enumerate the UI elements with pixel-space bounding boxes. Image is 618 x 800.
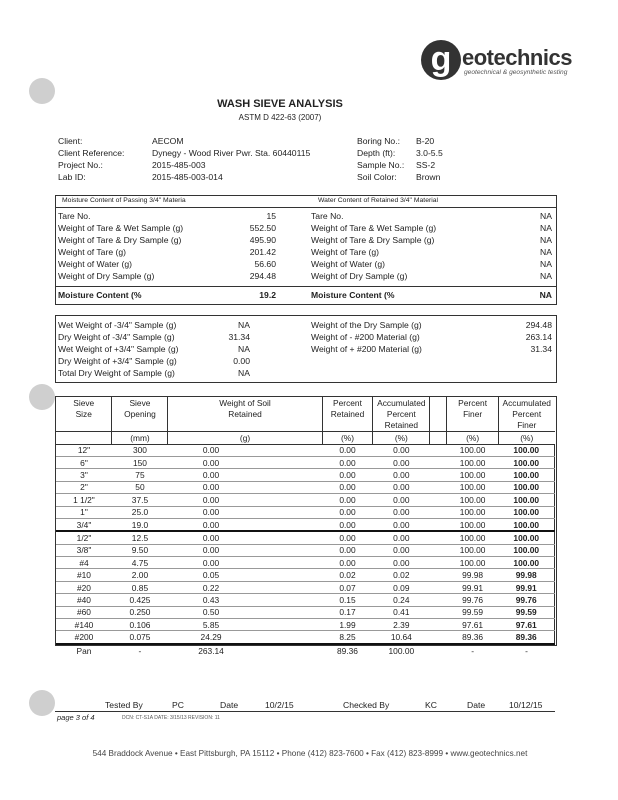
sieve-cell: 0.24 [373, 594, 430, 606]
sieve-cell: 150 [112, 456, 168, 468]
info-label: Project No.: [58, 160, 103, 170]
sieve-cell [430, 581, 447, 593]
sieve-header-cell: Percent [322, 397, 373, 408]
sieve-header-cell: Retained [322, 408, 373, 419]
sieve-cell [430, 557, 447, 569]
sieve-row [56, 557, 555, 569]
sieve-cell: 0.00 [322, 506, 373, 518]
moisture-row-value: 294.48 [249, 271, 276, 281]
sieve-cell: 0.17 [322, 606, 373, 618]
sieve-cell [430, 606, 447, 618]
sieve-unit-cell: (%) [322, 432, 373, 444]
sieve-cell: 2" [56, 481, 112, 493]
weight-row-label: Wet Weight of -3/4" Sample (g) [58, 320, 177, 330]
sieve-cell [430, 531, 447, 544]
sieve-cell: 0.02 [322, 569, 373, 581]
moisture-left-header: Moisture Content of Passing 3/4" Materia [62, 197, 186, 204]
sieve-cell: 2.00 [112, 569, 168, 581]
sieve-cell [430, 569, 447, 581]
moisture-header-divider [56, 207, 556, 208]
sieve-cell: 0.41 [373, 606, 430, 618]
sieve-cell: #20 [56, 581, 112, 593]
sieve-cell: 99.76 [498, 594, 554, 606]
sieve-cell: 0.00 [168, 506, 322, 518]
sieve-cell: 3/8" [56, 544, 112, 556]
sieve-cell: #140 [56, 619, 112, 631]
sieve-cell: 12" [56, 444, 112, 456]
weight-row-label: Dry Weight of +3/4" Sample (g) [58, 356, 177, 366]
info-value: Dynegy - Wood River Pwr. Sta. 60440115 [152, 148, 311, 158]
sieve-header-row [56, 420, 555, 432]
checked-by-value: KC [425, 700, 437, 710]
sieve-header-cell [56, 420, 112, 432]
sieve-cell [430, 469, 447, 481]
sieve-header-cell: Retained [373, 420, 430, 432]
moisture-row-value: NA [540, 211, 552, 221]
sieve-table [56, 397, 555, 656]
sieve-cell: #4 [56, 557, 112, 569]
sieve-cell: 0.50 [168, 606, 322, 618]
info-value: 2015-485-003 [152, 160, 206, 170]
sieve-cell: 1/2" [56, 531, 112, 544]
sieve-cell: 0.425 [112, 594, 168, 606]
weight-row-label: Weight of - #200 Material (g) [311, 332, 420, 342]
sieve-unit-cell: (mm) [112, 432, 168, 444]
moisture-left-total-value: 19.2 [259, 290, 276, 300]
sieve-cell: 0.00 [373, 506, 430, 518]
sieve-cell: 0.00 [322, 444, 373, 456]
sieve-cell [430, 544, 447, 556]
moisture-left-total-label: Moisture Content (% [58, 290, 142, 300]
sieve-header-cell [322, 420, 373, 432]
test-date-label: Date [220, 700, 239, 710]
sieve-cell [430, 456, 447, 468]
info-label: Client Reference: [58, 148, 125, 158]
sieve-pan-cell [430, 644, 447, 656]
logo-mark: g [421, 40, 461, 80]
sieve-cell: 8.25 [322, 631, 373, 644]
sieve-cell: 0.85 [112, 581, 168, 593]
sieve-header-cell [112, 420, 168, 432]
weight-row-value: 31.34 [228, 332, 250, 342]
sieve-header-cell: Percent [447, 397, 499, 408]
moisture-right-total-label: Moisture Content (% [311, 290, 395, 300]
sieve-header-row [56, 397, 555, 408]
weight-row-label: Total Dry Weight of Sample (g) [58, 368, 175, 378]
sieve-cell: 0.00 [322, 557, 373, 569]
sieve-row [56, 569, 555, 581]
sieve-cell: 50 [112, 481, 168, 493]
sieve-cell: 0.00 [168, 557, 322, 569]
sieve-cell: 0.00 [322, 518, 373, 531]
sieve-cell: 0.00 [373, 469, 430, 481]
sieve-cell: 100.00 [498, 557, 554, 569]
sieve-cell: #40 [56, 594, 112, 606]
sieve-cell: 99.98 [498, 569, 554, 581]
sieve-cell [430, 594, 447, 606]
moisture-row-value: NA [540, 247, 552, 257]
sieve-unit-cell: (%) [498, 432, 554, 444]
sieve-header-cell: Accumulated [502, 397, 551, 408]
sieve-row [56, 606, 555, 618]
sieve-header-cell: Percent [512, 409, 542, 420]
info-label: Soil Color: [357, 172, 397, 182]
sieve-cell: 0.00 [322, 481, 373, 493]
sieve-pan-cell: 263.14 [198, 645, 224, 656]
moisture-row-label: Tare No. [311, 211, 344, 221]
sieve-cell [430, 494, 447, 506]
sieve-cell: 0.075 [112, 631, 168, 644]
moisture-right-total-value: NA [539, 290, 552, 300]
sieve-header-cell: Weight of Soil [168, 397, 322, 408]
weight-row-value: 0.00 [233, 356, 250, 366]
sieve-cell: 4.75 [112, 557, 168, 569]
sieve-cell: 0.07 [322, 581, 373, 593]
checked-by-label: Checked By [343, 700, 390, 710]
moisture-row-label: Weight of Tare & Wet Sample (g) [58, 223, 184, 233]
sieve-cell: 100.00 [498, 481, 554, 493]
sieve-cell: 0.02 [373, 569, 430, 581]
moisture-content-box [55, 195, 557, 305]
company-address: 544 Braddock Avenue • East Pittsburgh, PA 15112 • Phone (412) 823-7600 • Fax (412) 823-8999 • www.geotechnics.net [92, 749, 528, 758]
sieve-cell: 1.99 [322, 619, 373, 631]
moisture-row-label: Weight of Tare (g) [58, 247, 126, 257]
moisture-row-label: Weight of Dry Sample (g) [58, 271, 155, 281]
sieve-row [56, 456, 555, 468]
check-date-label: Date [467, 700, 486, 710]
sieve-header-cell: Retained [168, 408, 322, 419]
moisture-row-label: Weight of Tare & Dry Sample (g) [58, 235, 182, 245]
sieve-cell: 0.00 [168, 544, 322, 556]
sieve-cell: 10.64 [373, 631, 430, 644]
sieve-cell: 100.00 [447, 531, 499, 544]
moisture-row-label: Tare No. [58, 211, 91, 221]
sieve-cell: 12.5 [112, 531, 168, 544]
sieve-cell: 100.00 [447, 544, 499, 556]
footer-signature-line [55, 711, 555, 712]
page-number: page 3 of 4 [57, 713, 95, 722]
sieve-cell [430, 619, 447, 631]
sieve-cell: 24.29 [168, 631, 322, 644]
sieve-row [56, 444, 555, 456]
sieve-cell: 89.36 [447, 631, 499, 644]
sieve-cell: 99.98 [447, 569, 499, 581]
sieve-header-cell: Finer [517, 420, 537, 431]
sieve-pan-cell: - [471, 645, 474, 656]
sieve-cell: 0.00 [373, 456, 430, 468]
sieve-units-row [56, 432, 555, 444]
sieve-cell: 99.59 [447, 606, 499, 618]
sieve-cell: 100.00 [447, 456, 499, 468]
sieve-cell: 100.00 [498, 469, 554, 481]
sieve-cell: 0.00 [322, 456, 373, 468]
sieve-cell: 100.00 [498, 518, 554, 531]
sieve-header-cell [447, 420, 499, 432]
sieve-pan-cell: Pan [76, 645, 92, 656]
sieve-cell: 6" [56, 456, 112, 468]
tested-by-value: PC [172, 700, 184, 710]
sieve-cell: 0.00 [373, 544, 430, 556]
moisture-row-value: 495.90 [249, 235, 276, 245]
sieve-header-cell [168, 420, 322, 432]
info-label: Depth (ft): [357, 148, 396, 158]
sieve-cell: #200 [56, 631, 112, 644]
sieve-cell: 2.39 [373, 619, 430, 631]
sieve-cell: 0.00 [373, 557, 430, 569]
weight-row-label: Weight of + #200 Material (g) [311, 344, 422, 354]
weight-row-value: NA [238, 344, 250, 354]
logo-tagline: geotechnical & geosynthetic testing [464, 69, 568, 76]
sieve-unit-cell: (g) [168, 432, 322, 444]
sieve-pan-cell: - [525, 645, 528, 656]
sieve-cell [430, 481, 447, 493]
moisture-row-label: Weight of Water (g) [58, 259, 133, 269]
sieve-cell: 0.00 [322, 469, 373, 481]
sieve-cell: 0.00 [373, 444, 430, 456]
sieve-unit-cell [56, 432, 112, 444]
weight-row-value: NA [238, 368, 250, 378]
sieve-row [56, 494, 555, 506]
weight-row-value: 263.14 [525, 332, 552, 342]
sieve-cell: 0.00 [373, 518, 430, 531]
sieve-pan-cell: - [138, 645, 142, 656]
sieve-cell: 100.00 [498, 531, 554, 544]
check-date-value: 10/12/15 [509, 700, 543, 710]
sieve-cell: 0.00 [168, 481, 322, 493]
sieve-cell: 99.76 [447, 594, 499, 606]
sieve-cell: 99.59 [498, 606, 554, 618]
weight-row-label: Wet Weight of +3/4" Sample (g) [58, 344, 179, 354]
sieve-cell: 100.00 [447, 506, 499, 518]
sieve-cell: 99.91 [447, 581, 499, 593]
sieve-cell: 100.00 [447, 444, 499, 456]
sieve-cell [430, 444, 447, 456]
sieve-header-cell [430, 397, 447, 408]
moisture-row-value: 56.60 [254, 259, 276, 269]
sieve-header-cell [430, 420, 447, 432]
sieve-cell: 0.00 [322, 544, 373, 556]
sieve-cell: 0.00 [373, 481, 430, 493]
sieve-cell: 100.00 [447, 494, 499, 506]
moisture-row-label: Weight of Water (g) [311, 259, 386, 269]
sieve-cell: 97.61 [447, 619, 499, 631]
sieve-pan-row [56, 644, 555, 656]
sieve-pan-cell: 89.36 [336, 645, 358, 656]
sieve-header-cell: Sieve [56, 397, 112, 408]
sieve-cell: 0.00 [168, 518, 322, 531]
binder-hole-middle [29, 384, 55, 410]
sieve-header-cell: Finer [447, 408, 499, 419]
sieve-cell [430, 631, 447, 644]
sieve-row [56, 481, 555, 493]
test-date-value: 10/2/15 [265, 700, 294, 710]
info-label: Sample No.: [357, 160, 405, 170]
sieve-cell: 89.36 [498, 631, 554, 644]
info-label: Boring No.: [357, 136, 400, 146]
info-label: Lab ID: [58, 172, 86, 182]
sieve-cell: 0.00 [168, 444, 322, 456]
standard-reference: ASTM D 422-63 (2007) [238, 113, 322, 122]
sieve-cell: 0.00 [322, 531, 373, 544]
moisture-row-label: Weight of Tare (g) [311, 247, 379, 257]
weight-row-label: Weight of the Dry Sample (g) [311, 320, 422, 330]
sieve-header-cell: Size [56, 408, 112, 419]
sieve-cell: #10 [56, 569, 112, 581]
moisture-row-value: NA [540, 223, 552, 233]
sieve-unit-cell: (%) [447, 432, 499, 444]
sieve-row [56, 581, 555, 593]
sieve-cell: 0.43 [168, 594, 322, 606]
sieve-cell: 1" [56, 506, 112, 518]
sieve-cell: 19.0 [112, 518, 168, 531]
info-value: 3.0-5.5 [416, 148, 443, 158]
logo-name: eotechnics [462, 45, 572, 70]
sieve-cell: 100.00 [498, 456, 554, 468]
sieve-cell: 0.22 [168, 581, 322, 593]
sieve-cell: 100.00 [447, 481, 499, 493]
sieve-cell: 0.15 [322, 594, 373, 606]
info-value: 2015-485-003-014 [152, 172, 223, 182]
sieve-cell: 97.61 [498, 619, 554, 631]
sieve-cell: 0.00 [168, 531, 322, 544]
sieve-cell: 1 1/2" [56, 494, 112, 506]
weight-row-value: 294.48 [525, 320, 552, 330]
info-value: Brown [416, 172, 441, 182]
moisture-row-value: NA [540, 259, 552, 269]
sieve-cell: 100.00 [498, 494, 554, 506]
sieve-header-cell [430, 408, 447, 419]
sieve-cell: 5.85 [168, 619, 322, 631]
sieve-row [56, 506, 555, 518]
sieve-cell: 100.00 [498, 444, 554, 456]
moisture-row-value: 15 [266, 211, 276, 221]
sieve-header-cell: Percent [373, 408, 430, 419]
sieve-cell: 0.00 [322, 494, 373, 506]
sieve-cell: 9.50 [112, 544, 168, 556]
moisture-row-value: NA [540, 271, 552, 281]
sieve-cell: 3" [56, 469, 112, 481]
sieve-cell: 0.05 [168, 569, 322, 581]
sieve-cell: 0.09 [373, 581, 430, 593]
sieve-cell: 3/4" [56, 518, 112, 531]
sieve-row [56, 544, 555, 556]
sieve-cell [430, 506, 447, 518]
sieve-cell: 0.00 [373, 531, 430, 544]
info-value: SS-2 [416, 160, 436, 170]
binder-hole-top [29, 78, 55, 104]
sieve-cell: 99.91 [498, 581, 554, 593]
tested-by-label: Tested By [105, 700, 143, 710]
sieve-row [56, 594, 555, 606]
info-label: Client: [58, 136, 83, 146]
sieve-cell: 75 [112, 469, 168, 481]
sieve-cell: 300 [112, 444, 168, 456]
sieve-cell: 0.106 [112, 619, 168, 631]
sieve-row [56, 518, 555, 531]
sieve-unit-cell [430, 432, 447, 444]
sieve-header-cell: Sieve [112, 397, 168, 408]
sieve-cell: 100.00 [447, 518, 499, 531]
moisture-row-value: 552.50 [249, 223, 276, 233]
sieve-row [56, 631, 555, 644]
binder-hole-bottom [29, 690, 55, 716]
sieve-cell [430, 518, 447, 531]
sieve-header-cell: Accumulated [373, 397, 430, 408]
sieve-cell: 0.250 [112, 606, 168, 618]
moisture-row-label: Weight of Tare & Wet Sample (g) [311, 223, 437, 233]
sieve-header-row [56, 408, 555, 419]
page-title: WASH SIEVE ANALYSIS [217, 98, 343, 110]
weight-row-value: 31.34 [530, 344, 552, 354]
moisture-row-value: 201.42 [249, 247, 276, 257]
info-value: AECOM [152, 136, 184, 146]
moisture-row-label: Weight of Dry Sample (g) [311, 271, 408, 281]
sieve-cell: 100.00 [498, 544, 554, 556]
sieve-row [56, 619, 555, 631]
sieve-pan-cell: 100.00 [388, 645, 415, 656]
sieve-cell: 0.00 [168, 456, 322, 468]
sieve-cell: 100.00 [447, 469, 499, 481]
sieve-cell: 0.00 [168, 469, 322, 481]
sieve-cell: #60 [56, 606, 112, 618]
weight-row-value: NA [238, 320, 250, 330]
moisture-right-header: Water Content of Retained 3/4" Material [318, 197, 439, 204]
moisture-row-value: NA [540, 235, 552, 245]
sieve-cell: 0.00 [168, 494, 322, 506]
info-value: B-20 [416, 136, 435, 146]
sieve-cell: 100.00 [498, 506, 554, 518]
weight-row-label: Dry Weight of -3/4" Sample (g) [58, 332, 175, 342]
moisture-row-label: Weight of Tare & Dry Sample (g) [311, 235, 435, 245]
sieve-cell: 25.0 [112, 506, 168, 518]
moisture-total-divider [56, 286, 556, 287]
sieve-cell: 0.00 [373, 494, 430, 506]
document-control-code: DCN: CT-S1A DATE: 3/15/13 REVISION: 11 [122, 715, 220, 721]
sieve-unit-cell: (%) [373, 432, 430, 444]
sieve-cell: 100.00 [447, 557, 499, 569]
sieve-row [56, 531, 555, 544]
sieve-header-cell: Opening [112, 408, 168, 419]
sieve-cell: 37.5 [112, 494, 168, 506]
sieve-row [56, 469, 555, 481]
